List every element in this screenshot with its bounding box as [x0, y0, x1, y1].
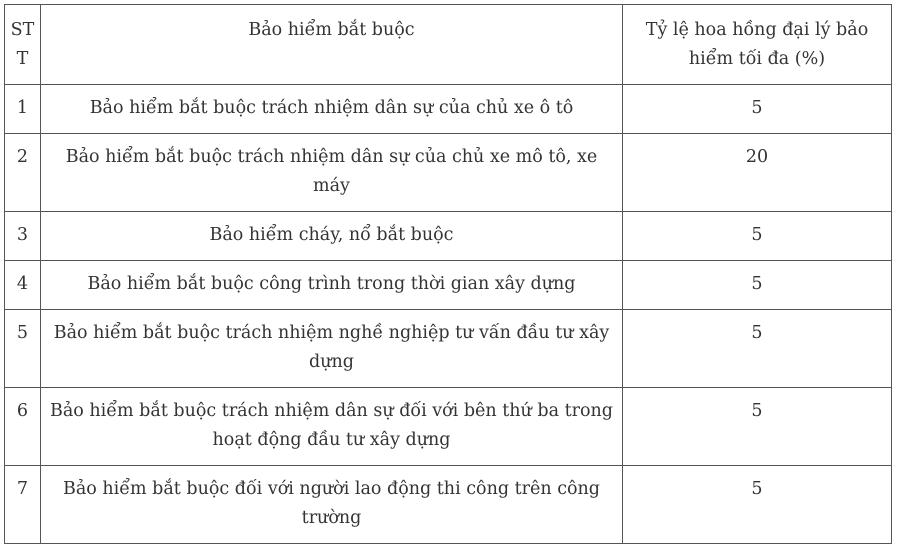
table-row	[5, 134, 892, 212]
row-insurance-type: Bảo hiểm bắt buộc trách nhiệm dân sự của chủ xe mô tô, xe máy	[41, 134, 623, 212]
row-insurance-type: Bảo hiểm cháy, nổ bắt buộc	[41, 212, 623, 261]
row-commission-rate: 5	[623, 85, 892, 134]
row-stt: 3	[5, 212, 41, 261]
row-commission-rate: 20	[623, 134, 892, 212]
row-insurance-type: Bảo hiểm bắt buộc trách nhiệm dân sự đối với bên thứ ba trong hoạt động đầu tư xây dựng	[41, 388, 623, 466]
table-row	[5, 212, 892, 261]
row-commission-rate: 5	[623, 310, 892, 388]
row-insurance-type: Bảo hiểm bắt buộc đối với người lao động thi công trên công trường	[41, 466, 623, 544]
row-commission-rate: 5	[623, 466, 892, 544]
table-header-row	[5, 5, 892, 85]
table-row	[5, 85, 892, 134]
row-commission-rate: 5	[623, 388, 892, 466]
row-stt: 4	[5, 261, 41, 310]
row-stt: 2	[5, 134, 41, 212]
table-row	[5, 261, 892, 310]
row-stt: 7	[5, 466, 41, 544]
row-insurance-type: Bảo hiểm bắt buộc trách nhiệm dân sự của chủ xe ô tô	[41, 85, 623, 134]
row-commission-rate: 5	[623, 212, 892, 261]
row-stt: 5	[5, 310, 41, 388]
insurance-commission-table	[4, 4, 892, 544]
table-row	[5, 388, 892, 466]
header-commission-rate: Tỷ lệ hoa hồng đại lý bảo hiểm tối đa (%)	[623, 5, 892, 85]
table-row	[5, 466, 892, 544]
row-stt: 1	[5, 85, 41, 134]
table-row	[5, 310, 892, 388]
row-insurance-type: Bảo hiểm bắt buộc trách nhiệm nghề nghiệp tư vấn đầu tư xây dựng	[41, 310, 623, 388]
header-stt: STT	[5, 5, 41, 85]
row-insurance-type: Bảo hiểm bắt buộc công trình trong thời gian xây dựng	[41, 261, 623, 310]
row-commission-rate: 5	[623, 261, 892, 310]
header-insurance-type: Bảo hiểm bắt buộc	[41, 5, 623, 85]
row-stt: 6	[5, 388, 41, 466]
